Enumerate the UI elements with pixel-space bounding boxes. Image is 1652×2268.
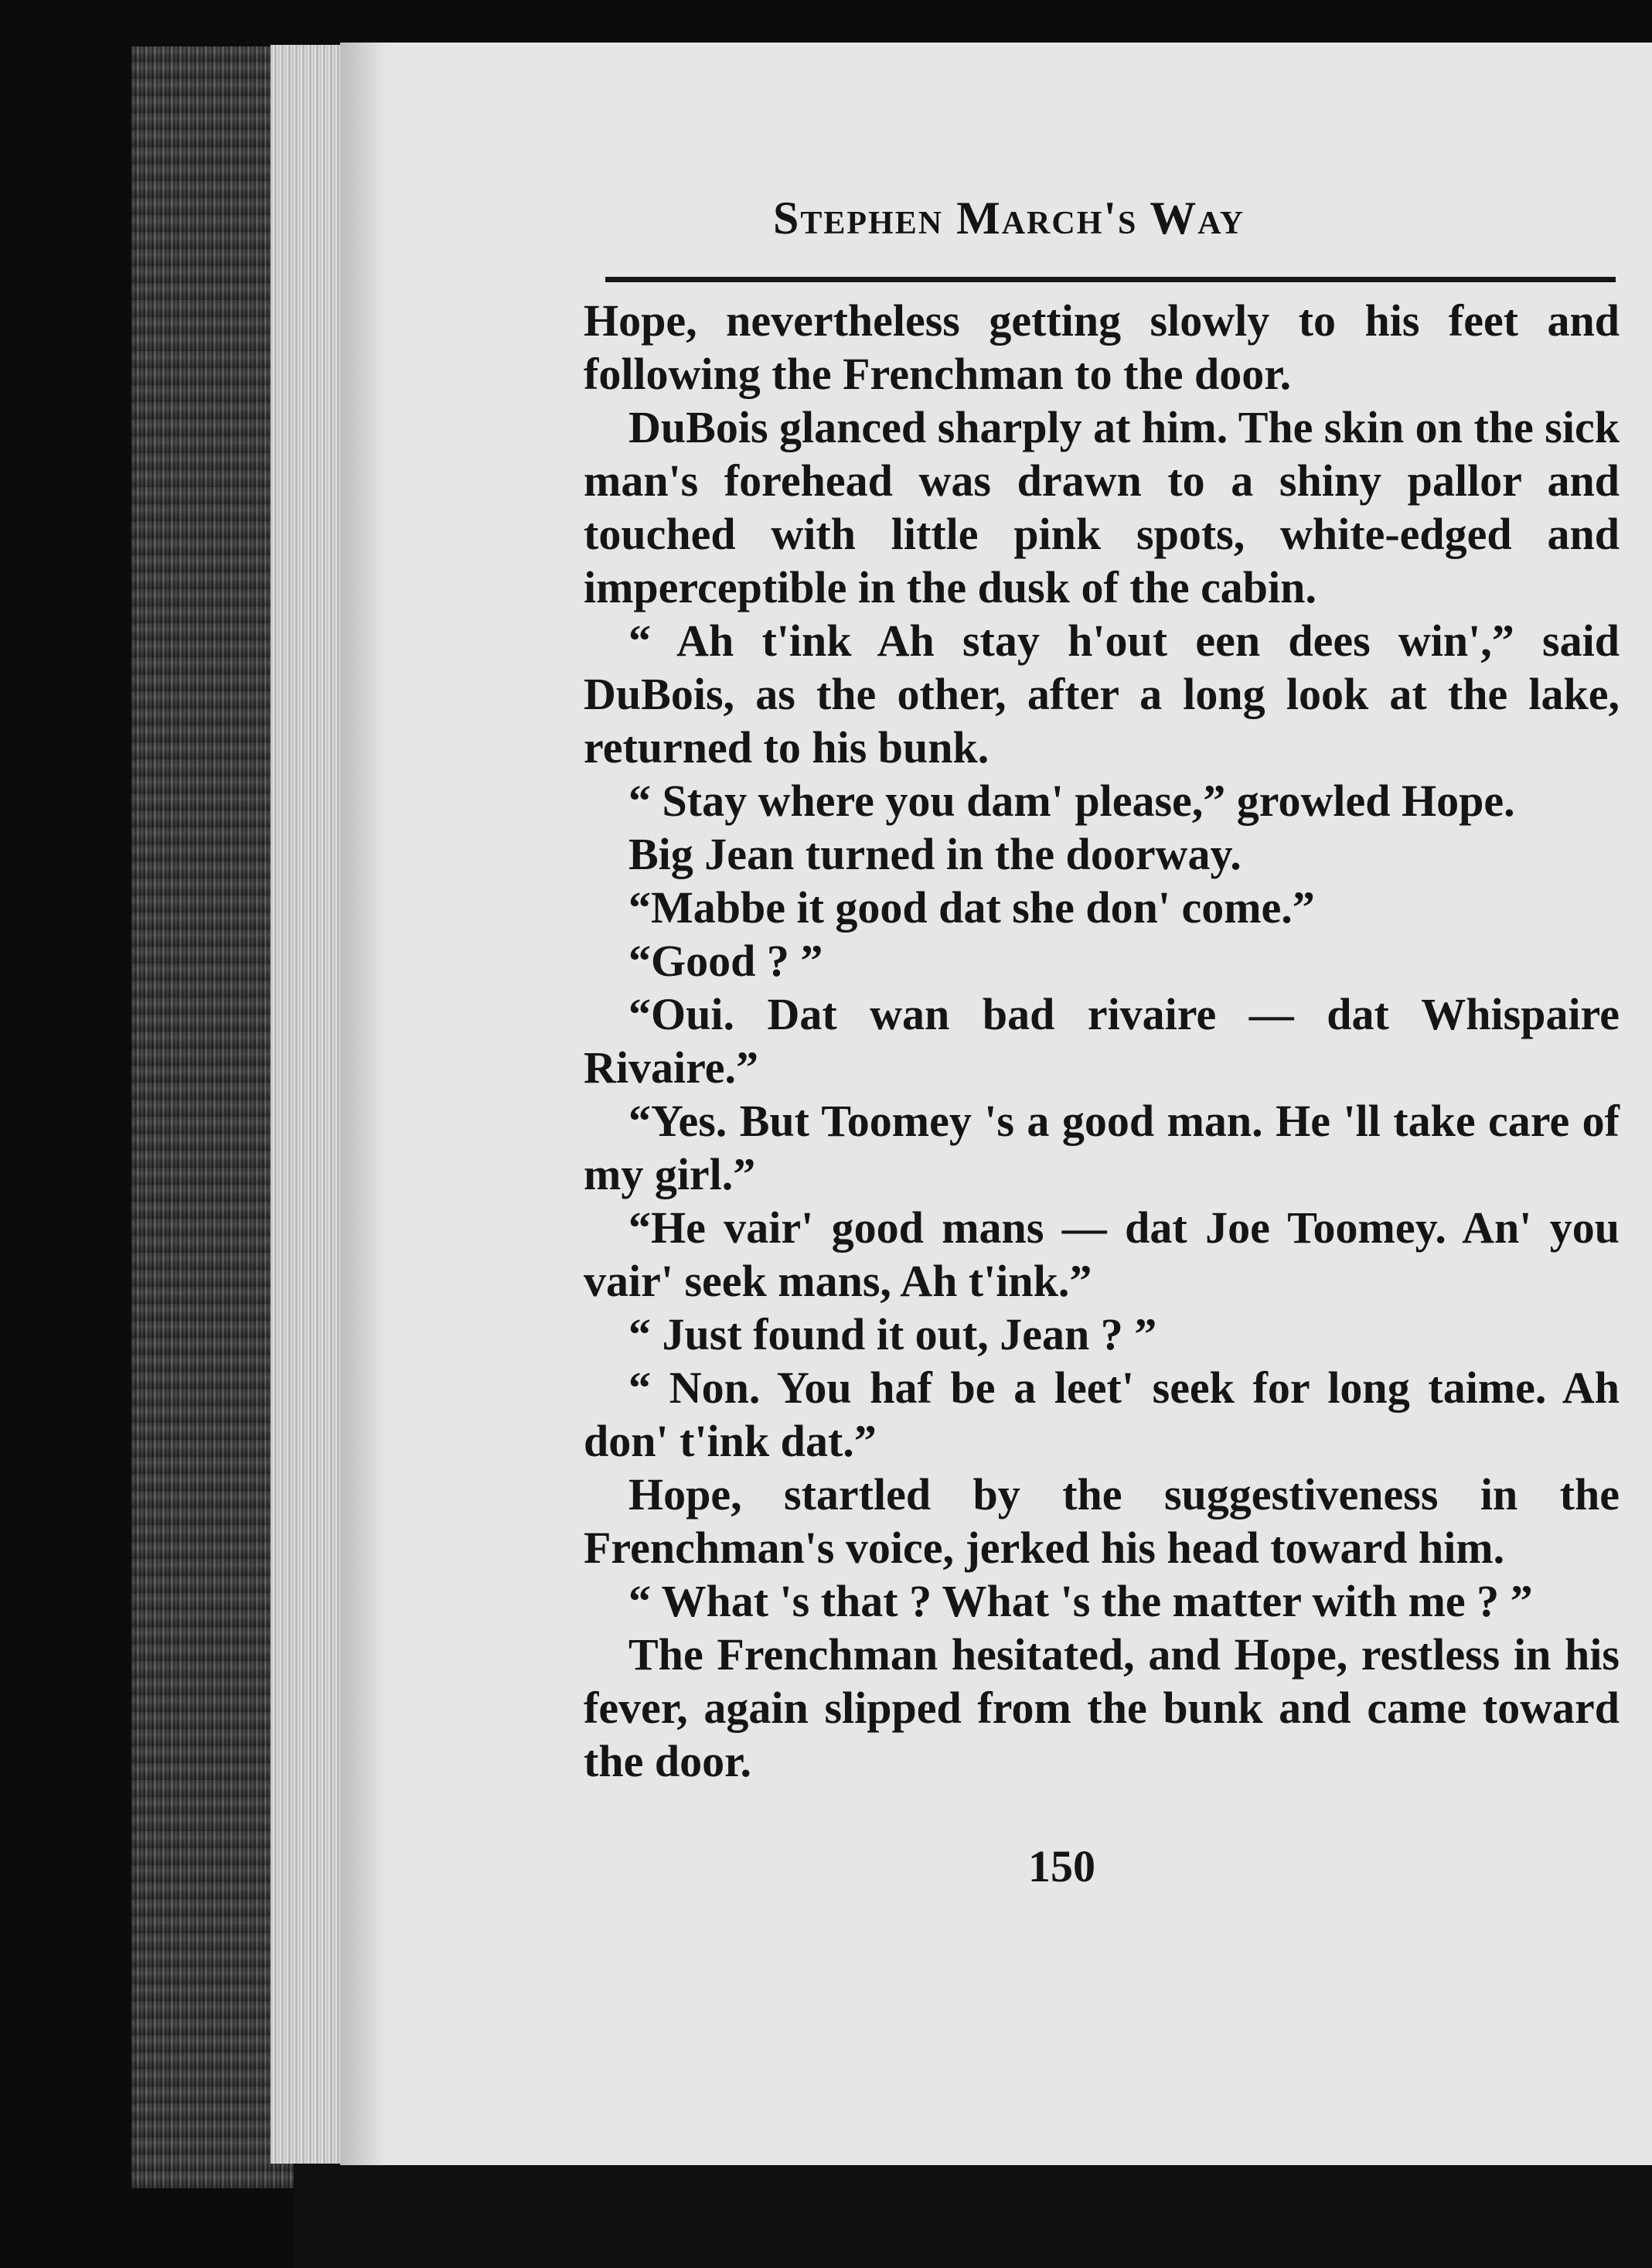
- bottom-shadow: [294, 2165, 1652, 2268]
- paragraph: Hope, startled by the suggestiveness in the Frenchman's voice, jerked his head toward him.: [584, 1469, 1620, 1573]
- paragraph: “Oui. Dat wan bad rivaire — dat Whispaire Rivaire.”: [584, 989, 1620, 1093]
- paragraph: “ Ah t'ink Ah stay h'out een dees win',” said DuBois, as the other, after a long look at the lake, returned to his bunk.: [584, 616, 1620, 772]
- paragraph: “Good ? ”: [628, 936, 823, 986]
- gutter-shadow: [340, 43, 387, 2177]
- paragraph: “ Just found it out, Jean ? ”: [628, 1309, 1157, 1359]
- paragraph: Hope, nevertheless getting slowly to his feet and following the Frenchman to the door.: [584, 295, 1620, 399]
- paragraph: “Yes. But Toomey 's a good man. He 'll take care of my girl.”: [584, 1096, 1620, 1199]
- page-edges-stack: [131, 46, 294, 2188]
- paragraph: Big Jean turned in the doorway.: [628, 829, 1242, 879]
- header-rule: [605, 277, 1616, 282]
- page-number: 150: [1028, 1841, 1095, 1891]
- paragraph: “ Non. You haf be a leet' seek for long taime. Ah don' t'ink dat.”: [584, 1363, 1620, 1466]
- paragraph: DuBois glanced sharply at him. The skin on the sick man's forehead was drawn to a shiny pallor and touched with little pink spots, white-edged and imperceptible in the dusk of the cabin.: [584, 402, 1620, 612]
- paragraph: “ What 's that ? What 's the matter with me ? ”: [628, 1576, 1533, 1626]
- paragraph: “Mabbe it good dat she don' come.”: [628, 882, 1315, 933]
- paragraph: “He vair' good mans — dat Joe Toomey. An' you vair' seek mans, Ah t'ink.”: [584, 1202, 1620, 1306]
- paragraph: The Frenchman hesitated, and Hope, restless in his fever, again slipped from the bunk and came toward the door.: [584, 1629, 1620, 1786]
- running-head: Stephen March's Way: [773, 193, 1245, 244]
- paragraph: “ Stay where you dam' please,” growled Hope.: [628, 776, 1515, 826]
- body-text: [584, 294, 1620, 1788]
